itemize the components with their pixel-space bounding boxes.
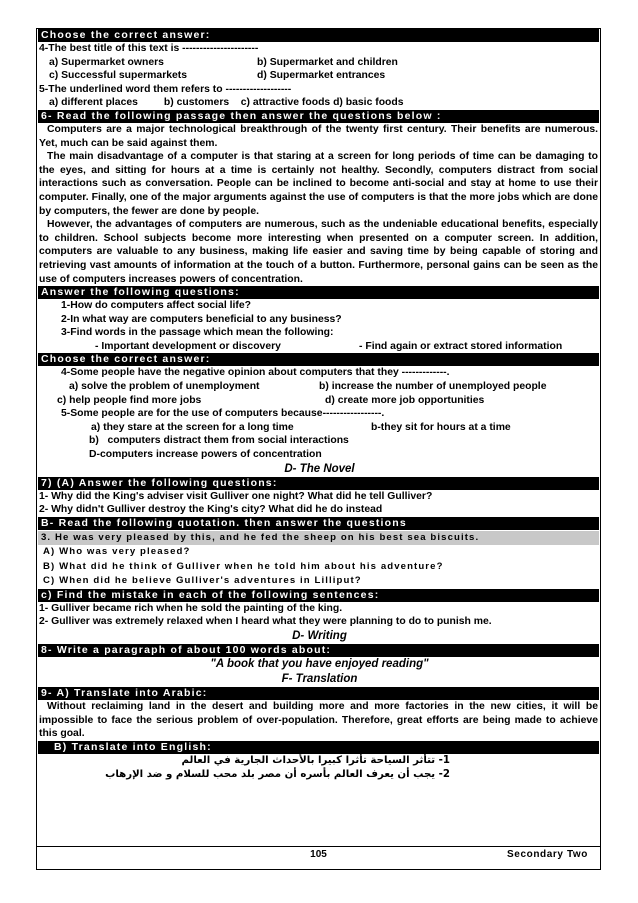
answer-question-1: 1-How do computers affect social life? xyxy=(61,300,251,312)
mistake-sentence-2: 2- Gulliver was extremely relaxed when I heard what they were planning to do to punish me. xyxy=(39,616,492,628)
section-header-novel: 7) (A) Answer the following questions: xyxy=(38,477,599,490)
section-header-passage: 6- Read the following passage then answer the questions below : xyxy=(38,110,599,123)
section-header-choose: Choose the correct answer: xyxy=(38,29,599,42)
page-number: 105 xyxy=(310,849,327,860)
worksheet-page xyxy=(36,28,601,870)
section-header-choose-2: Choose the correct answer: xyxy=(38,353,599,366)
section-header-quotation: B- Read the following quotation. then answer the questions xyxy=(38,517,599,530)
option-a: a) Supermarket owners xyxy=(49,56,164,68)
translation-title: F- Translation xyxy=(281,673,358,685)
section-header-answer: Answer the following questions: xyxy=(38,286,599,299)
option-c: c) Successful supermarkets xyxy=(49,70,188,82)
section-header-translate-arabic: 9- A) Translate into Arabic: xyxy=(38,687,599,700)
passage-paragraph-2: The main disadvantage of a computer is that staring at a screen for long periods of time can be damaging to the eyes, and sitting for hours at a time is certainly not healthy. Secondly, computers distract from social interactions such as conversation. People can be inclined to become anti-social and stay at home to use their computer. Finally, one of the major arguments against the use of computers is that the more jobs which are done by computers, the fewer are done by people. xyxy=(39,151,598,217)
quote-question-c: C) When did he believe Gulliver's adventures in Lilliput? xyxy=(43,575,362,587)
answer-question-3-items xyxy=(37,340,600,354)
option-a: a) they stare at the screen for a long time xyxy=(91,421,294,433)
options-row xyxy=(37,380,600,394)
quotation: 3. He was very pleased by this, and he fed the sheep on his best sea biscuits. xyxy=(38,531,599,546)
passage-paragraph-3: However, the advantages of computers are numerous, such as the undeniable educational benefits, especially to children. School subjects become more interesting when presented on a computer screen. In addition, computers are valuable to any business, making life easier and saving time by being capable of storing and retrieving vast amounts of information at the touch of a button. Furthermore, personal gains can be seen as the use of computers increases powers of concentration. xyxy=(39,219,598,285)
quote-question-a: A) Who was very pleased? xyxy=(43,546,191,558)
option-d: d) create more job opportunities xyxy=(325,394,485,406)
meaning-item-2: - Find again or extract stored information xyxy=(359,340,563,352)
page-footer xyxy=(37,846,600,863)
mistake-sentence-1: 1- Gulliver became rich when he sold the painting of the king. xyxy=(39,602,343,614)
writing-title: D- Writing xyxy=(292,630,347,642)
question-5: 5-The underlined word them refers to ------------------- xyxy=(39,83,292,95)
option-c: c) help people find more jobs xyxy=(57,394,202,406)
option-b: b-they sit for hours at a time xyxy=(371,421,511,433)
section-header-translate-english: B) Translate into English: xyxy=(38,741,599,754)
translate-arabic-text: Without reclaiming land in the desert and building more and more factories in the new cities, it will be impossible to face the serious problem of over-population. Therefore, great efforts are being made to achieve this goal. xyxy=(39,701,598,740)
novel-question-2: 2- Why didn't Gulliver destroy the King's city? What did he do instead xyxy=(39,504,383,516)
option-a: a) solve the problem of unemployment xyxy=(69,381,260,393)
question-4: 4-The best title of this text is ---------------------- xyxy=(39,43,259,54)
options-row xyxy=(37,69,600,83)
options-row xyxy=(37,56,600,70)
section-header-mistake: c) Find the mistake in each of the following sentences: xyxy=(38,589,599,602)
passage-paragraph-1: Computers are a major technological breakthrough of the twenty first century. Their benefits are numerous. Yet, much can be said against them. xyxy=(39,123,598,149)
choose-question-4: 4-Some people have the negative opinion about computers that they -------------. xyxy=(61,367,450,379)
section-header-writing: 8- Write a paragraph of about 100 words about: xyxy=(38,644,599,657)
arabic-sentence-1: 1- تتأثر السياحة تأثرا كبيرا بالأحداث الجارية في العالم xyxy=(181,754,450,766)
answer-question-3: 3-Find words in the passage which mean the following: xyxy=(61,327,334,339)
writing-topic: "A book that you have enjoyed reading" xyxy=(210,658,429,670)
option-c: b) computers distract them from social interactions xyxy=(89,435,349,447)
option-b: b) increase the number of unemployed people xyxy=(319,381,547,393)
option-d: D-computers increase powers of concentration xyxy=(89,449,322,461)
question-5-options: a) different places b) customers c) attractive foods d) basic foods xyxy=(49,97,404,109)
options-row xyxy=(37,394,600,408)
arabic-sentence-2: 2- يجب أن يعرف العالم بأسره أن مصر بلد محب للسلام و ضد الإرهاب xyxy=(105,768,450,780)
quote-question-b: B) What did he think of Gulliver when he told him about his adventure? xyxy=(43,560,444,572)
novel-title: D- The Novel xyxy=(284,462,355,475)
novel-question-1: 1- Why did the King's adviser visit Gulliver one night? What did he tell Gulliver? xyxy=(39,490,433,502)
grade-label: Secondary Two xyxy=(507,849,588,860)
options-row xyxy=(37,421,600,435)
choose-question-5: 5-Some people are for the use of computers because-----------------. xyxy=(61,408,385,420)
option-b: b) Supermarket and children xyxy=(257,56,398,68)
answer-question-2: 2-In what way are computers beneficial to any business? xyxy=(61,313,342,325)
meaning-item-1: - Important development or discovery xyxy=(95,340,281,352)
option-d: d) Supermarket entrances xyxy=(257,70,386,82)
